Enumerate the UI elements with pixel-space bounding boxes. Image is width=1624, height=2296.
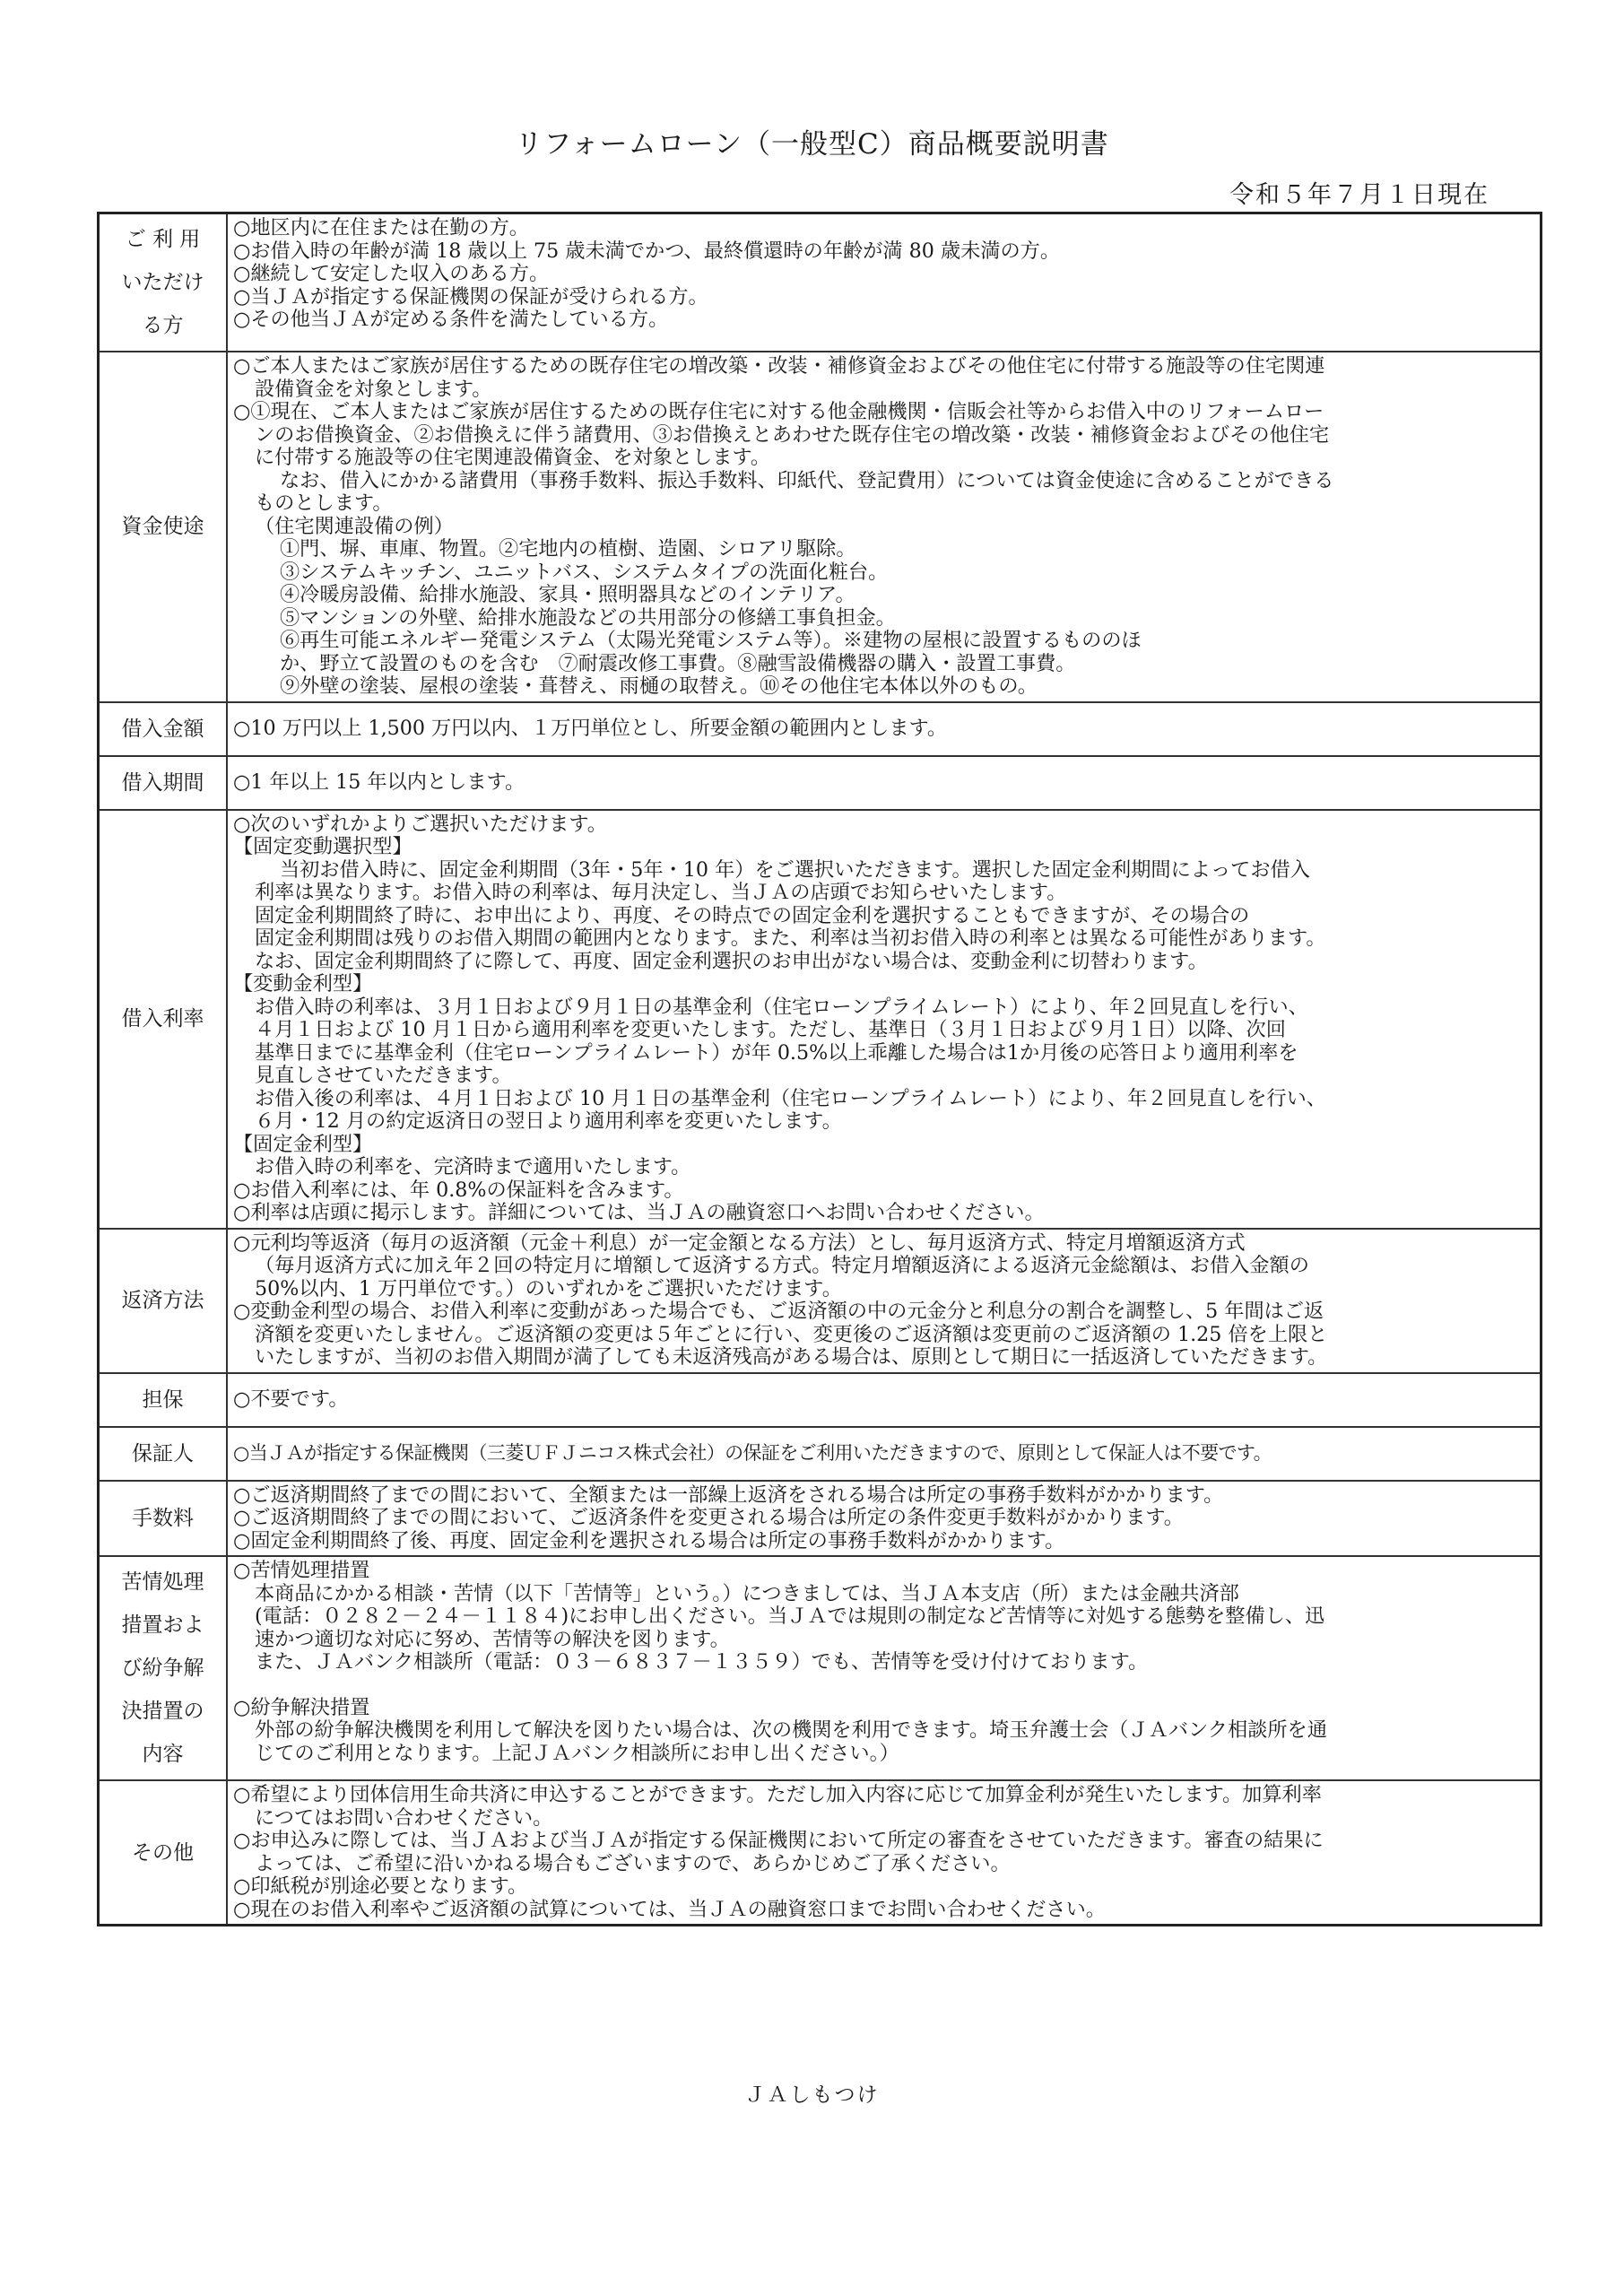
row-fund-usage bbox=[100, 352, 1540, 703]
row-label: 借入期間 bbox=[100, 757, 228, 809]
row-content bbox=[228, 811, 1540, 1228]
text-line: ④冷暖房設備、給排水施設、家具・照明器具などのインテリア。 bbox=[280, 583, 855, 606]
text-line: お借入時の利率を、完済時まで適用いたします。 bbox=[255, 1155, 691, 1178]
row-content bbox=[228, 703, 1540, 755]
spacer bbox=[233, 1674, 1527, 1697]
row-content bbox=[228, 1781, 1540, 1924]
text-line: 固定金利期間終了時に、お申出により、再度、その時点での固定金利を選択することもできますが、その場合の bbox=[255, 903, 1250, 927]
row-repayment-method bbox=[100, 1230, 1540, 1374]
text-line: ○ご本人またはご家族が居住するための既存住宅の増改築・改装・補修資金およびその他住宅に付帯する施設等の住宅関連 bbox=[233, 354, 1325, 378]
text-line: ○固定金利期間終了後、再度、固定金利を選択される場合は所定の事務手数料がかかります。 bbox=[233, 1528, 1065, 1552]
text-line: ○継続して安定した収入のある方。 bbox=[233, 262, 550, 285]
text-line: につてはお問い合わせください。 bbox=[255, 1805, 553, 1830]
row-content bbox=[228, 757, 1540, 809]
label-line: ご 利 用 bbox=[125, 228, 201, 251]
text-line: ○その他当ＪＡが定める条件を満たしている方。 bbox=[233, 308, 669, 331]
text-line: ンのお借換資金、②お借換えに伴う諸費用、③お借換えとあわせた既存住宅の増改築・改装・補修資金およびその他住宅 bbox=[255, 422, 1330, 447]
text-line: 50%以内、1 万円単位です。）のいずれかをご選択いただけます。 bbox=[255, 1276, 842, 1300]
effective-date: 令和５年７月１日現在 bbox=[1229, 181, 1489, 209]
label-line: 決措置の bbox=[121, 1700, 204, 1723]
row-label: 借入金額 bbox=[100, 703, 228, 755]
text-line: ③システムキッチン、ユニットバス、システムタイプの洗面化粧台。 bbox=[280, 560, 889, 584]
text-line: また、ＪＡバンク相談所（電話：０３－６８３７－１３５９）でも、苦情等を受け付けております。 bbox=[255, 1650, 1149, 1674]
row-fees bbox=[100, 1482, 1540, 1558]
text-line: なお、固定金利期間終了に際して、再度、固定金利選択のお申出がない場合は、変動金利に切替わります。 bbox=[255, 949, 1208, 973]
text-line: か、野立て設置のものを含む ⑦耐震改修工事費。⑧融雪設備機器の購入・設置工事費。 bbox=[280, 651, 1076, 675]
text-line: なお、借入にかかる諸費用（事務手数料、振込手数料、印紙代、登記費用）については資金使途に含めることができる bbox=[280, 468, 1334, 492]
text-line: ○10 万円以上 1,500 万円以内、１万円単位とし、所要金額の範囲内とします。 bbox=[233, 716, 948, 740]
text-line: ○希望により団体信用生命共済に申込することができます。ただし加入内容に応じて加算金利が発生いたします。加算利率 bbox=[233, 1783, 1322, 1806]
text-line: ○お借入利率には、年 0.8%の保証料を含みます。 bbox=[233, 1178, 684, 1202]
row-content bbox=[228, 1374, 1540, 1426]
row-eligibility bbox=[100, 214, 1540, 352]
text-line: ○当ＪＡが指定する保証機関（三菱ＵＦＪニコス株式会社）の保証をご利用いただきますので、原則として保証人は不要です。 bbox=[233, 1441, 1272, 1464]
text-line: お借入後の利率は、４月１日および 10 月１日の基準金利（住宅ローンプライムレート）により、年２回見直しを行い、 bbox=[255, 1086, 1326, 1110]
issuer-name: ＪＡしもつけ bbox=[744, 2083, 880, 2107]
text-line: ⑥再生可能エネルギー発電システム（太陽光発電システム等）。※建物の屋根に設置するもののほ bbox=[280, 629, 1142, 652]
text-line: ４月１日および 10 月１日から適用利率を変更いたします。ただし、基準日（３月１日および９月１日）以降、次回 bbox=[255, 1018, 1286, 1041]
text-line: ○苦情処理措置 bbox=[233, 1559, 370, 1582]
text-line: ○①現在、ご本人またはご家族が居住するための既存住宅に対する他金融機関・信販会社等からお借入中のリフォームロー bbox=[233, 400, 1324, 423]
text-line: ○お借入時の年齢が満 18 歳以上 75 歳未満でかつ、最終償還時の年齢が満 80 歳未満の方。 bbox=[233, 239, 1061, 263]
text-line: 【変動金利型】 bbox=[233, 972, 373, 996]
text-line: ○印紙税が別途必要となります。 bbox=[233, 1874, 528, 1898]
row-content bbox=[228, 1557, 1540, 1779]
text-line: 基準日までに基準金利（住宅ローンプライムレート）が年 0.5%以上乖離した場合は1か月後の応答日より適用利率を bbox=[255, 1040, 1298, 1065]
page-title: リフォームローン（一般型C）商品概要説明書 bbox=[515, 128, 1109, 161]
text-line: ○お申込みに際しては、当ＪＡおよび当ＪＡが指定する保証機関において所定の審査をさせていただきます。審査の結果に bbox=[233, 1829, 1324, 1852]
text-line: ○ご返済期間終了までの間において、ご返済条件を変更される場合は所定の条件変更手数料がかかります。 bbox=[233, 1506, 1184, 1529]
text-line: 見直しさせていただきます。 bbox=[255, 1064, 512, 1087]
text-line: じてのご利用となります。上記ＪＡバンク相談所にお申し出ください。） bbox=[255, 1741, 899, 1765]
row-label: 資金使途 bbox=[100, 352, 228, 701]
row-label: 担保 bbox=[100, 1374, 228, 1426]
text-line: ○次のいずれかよりご選択いただけます。 bbox=[233, 812, 607, 836]
text-line: 外部の紛争解決機関を利用して解決を図りたい場合は、次の機関を利用できます。埼玉弁護士会（ＪＡバンク相談所を通 bbox=[255, 1718, 1327, 1742]
row-label: 借入利率 bbox=[100, 811, 228, 1228]
row-guarantor bbox=[100, 1428, 1540, 1482]
row-content bbox=[228, 1482, 1540, 1556]
text-line: ○1 年以上 15 年以内とします。 bbox=[233, 770, 525, 794]
row-other bbox=[100, 1781, 1540, 1924]
text-line: ○利率は店頭に掲示します。詳細については、当ＪＡの融資窓口へお問い合わせください。 bbox=[233, 1201, 1045, 1224]
text-line: 設備資金を対象とします。 bbox=[255, 377, 492, 401]
row-label bbox=[100, 214, 228, 351]
label-line: び紛争解 bbox=[121, 1657, 204, 1680]
label-line: る方 bbox=[142, 314, 184, 337]
row-interest-rate bbox=[100, 811, 1540, 1230]
label-line: 措置およ bbox=[121, 1613, 204, 1637]
row-content bbox=[228, 1230, 1540, 1372]
row-label bbox=[100, 1557, 228, 1779]
text-line: お借入時の利率は、３月１日および９月１日の基準金利（住宅ローンプライムレート）により、年２回見直しを行い、 bbox=[255, 995, 1308, 1019]
row-label: その他 bbox=[100, 1781, 228, 1924]
row-content bbox=[228, 352, 1540, 701]
row-label: 保証人 bbox=[100, 1428, 228, 1480]
text-line: 済額を変更いたしません。ご返済額の変更は５年ごとに行い、変更後のご返済額は変更前のご返済額の 1.25 倍を上限と bbox=[255, 1322, 1328, 1346]
text-line: 【固定金利型】 bbox=[233, 1132, 373, 1156]
label-line: いただけ bbox=[121, 271, 204, 294]
text-line: ○紛争解決措置 bbox=[233, 1695, 370, 1719]
text-line: ⑨外壁の塗装、屋根の塗装・葺替え、雨樋の取替え。⑩その他住宅本体以外のもの。 bbox=[280, 674, 1038, 698]
row-content bbox=[228, 214, 1540, 351]
text-line: 当初お借入時に、固定金利期間（3年・5年・10 年）をご選択いただきます。選択した固定金利期間によってお借入 bbox=[280, 857, 1310, 882]
text-line: ○ご返済期間終了までの間において、全額または一部繰上返済をされる場合は所定の事務手数料がかかります。 bbox=[233, 1483, 1224, 1507]
text-line: ○元利均等返済（毎月の返済額（元金＋利息）が一定金額となる方法）とし、毎月返済方式、特定月増額返済方式 bbox=[233, 1231, 1246, 1255]
text-line: （毎月返済方式に加え年２回の特定月に増額して返済する方式。特定月増額返済による返済元金総額は、お借入金額の bbox=[255, 1254, 1309, 1277]
text-line: 速かつ適切な対応に努め、苦情等の解決を図ります。 bbox=[255, 1627, 730, 1651]
row-loan-period bbox=[100, 757, 1540, 811]
text-line: 固定金利期間は残りのお借入期間の範囲内となります。また、利率は当初お借入時の利率とは異なる可能性があります。 bbox=[255, 926, 1326, 950]
text-line: ○当ＪＡが指定する保証機関の保証が受けられる方。 bbox=[233, 284, 708, 309]
row-loan-amount bbox=[100, 703, 1540, 757]
row-label: 返済方法 bbox=[100, 1230, 228, 1372]
text-line: ○不要です。 bbox=[233, 1387, 349, 1411]
label-line: 内容 bbox=[142, 1743, 184, 1766]
text-line: ものとします。 bbox=[255, 491, 393, 515]
row-collateral bbox=[100, 1374, 1540, 1428]
row-complaint-handling bbox=[100, 1557, 1540, 1781]
text-line: よっては、ご希望に沿いかねる場合もございますので、あらかじめご了承ください。 bbox=[255, 1851, 1011, 1875]
text-line: （住宅関連設備の例） bbox=[255, 514, 454, 538]
text-line: いたしますが、当初のお借入期間が満了しても未返済残高がある場合は、原則として期日に一括返済していただきます。 bbox=[255, 1345, 1328, 1369]
text-line: ○地区内に在住または在勤の方。 bbox=[233, 216, 529, 239]
text-line: 【固定変動選択型】 bbox=[233, 835, 413, 858]
product-summary-table bbox=[97, 212, 1542, 1926]
text-line: ○変動金利型の場合、お借入利率に変動があった場合でも、ご返済額の中の元金分と利息分の割合を調整し、5 年間はご返 bbox=[233, 1300, 1324, 1323]
text-line: ６月・12 月の約定返済日の翌日より適用利率を変更いたします。 bbox=[255, 1109, 842, 1133]
row-content bbox=[228, 1428, 1540, 1480]
row-label: 手数料 bbox=[100, 1482, 228, 1556]
label-line: 苦情処理 bbox=[121, 1570, 204, 1594]
text-line: に付帯する施設等の住宅関連設備資金、を対象とします。 bbox=[255, 446, 771, 469]
text-line: 本商品にかかる相談・苦情（以下「苦情等」という。）につきましては、当ＪＡ本支店（所）または金融共済部 bbox=[255, 1581, 1239, 1605]
text-line: (電話：０２８２－２４－１１８４)にお申し出ください。当ＪＡでは規則の制定など苦情等に対処する態勢を整備し、迅 bbox=[255, 1605, 1325, 1628]
text-line: ○現在のお借入利率やご返済額の試算については、当ＪＡの融資窓口までお問い合わせください。 bbox=[233, 1897, 1106, 1921]
text-line: ⑤マンションの外壁、給排水施設などの共用部分の修繕工事負担金。 bbox=[280, 605, 896, 630]
text-line: 利率は異なります。お借入時の利率は、毎月決定し、当ＪＡの店頭でお知らせいたします。 bbox=[255, 881, 1067, 904]
text-line: ①門、塀、車庫、物置。②宅地内の植樹、造園、シロアリ駆除。 bbox=[280, 537, 856, 561]
